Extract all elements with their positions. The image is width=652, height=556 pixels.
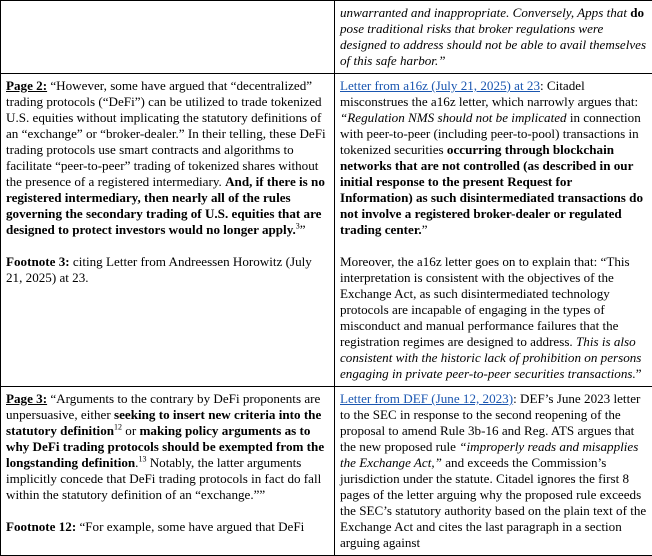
paragraph bbox=[6, 78, 329, 238]
text-run: : DEF’s June 2023 letter to the SEC in response to the second reopening of the proposal to amend Rule 3b-16 and Reg. ATS argues that the new proposed rule bbox=[340, 391, 640, 454]
paragraph bbox=[6, 519, 329, 535]
footnote-marker: 12 bbox=[114, 423, 122, 432]
paragraph bbox=[340, 391, 647, 551]
text-run: and exceeds the Commission’s jurisdiction under the statute. Citadel ignores the first 8 pages of the letter arguing why the proposed rule exceeds the SEC’s statutory authority based on the plain text of the Exchange Act and cites the last paragraph in a section arguing against bbox=[340, 455, 646, 550]
left-cell bbox=[1, 1, 335, 74]
text-run: : Citadel misconstrues the a16z letter, which narrowly argues that: bbox=[340, 78, 638, 109]
text-run: ” bbox=[636, 366, 642, 381]
table-row bbox=[1, 74, 652, 387]
text-run: . bbox=[135, 455, 138, 470]
paragraph bbox=[340, 5, 647, 69]
page-label: Page 3: bbox=[6, 391, 47, 406]
text-run: unwarranted and inappropriate. Conversely, Apps that bbox=[340, 5, 630, 20]
text-run: And, if there is no registered intermediary, then nearly all of the rules governing the secondary trading of U.S. equities that are designed to protect investors would no longer apply. bbox=[6, 174, 325, 237]
text-run: Footnote 3: bbox=[6, 254, 70, 269]
text-run: “improperly reads and misapplies the Exchange Act,” bbox=[340, 439, 638, 470]
paragraph bbox=[6, 254, 329, 286]
text-run: seeking to insert new criteria into the statutory definition bbox=[6, 407, 321, 438]
text-run: ” bbox=[300, 222, 306, 237]
letter-link[interactable]: Letter from a16z (July 21, 2025) at 23 bbox=[340, 78, 540, 93]
paragraph bbox=[340, 254, 647, 382]
letter-link[interactable]: Letter from DEF (June 12, 2023) bbox=[340, 391, 513, 406]
text-run: Notably, the latter arguments implicitly concede that DeFi trading protocols in fact do fall within the statutory definition of an “exchange.”” bbox=[6, 455, 321, 502]
text-run: in connection with peer-to-peer (including peer-to-pool) transactions in tokenized securities bbox=[340, 110, 641, 157]
text-run: making policy arguments as to why DeFi trading protocols should be exempted from the longstanding definition bbox=[6, 423, 324, 470]
text-run: Footnote 12: bbox=[6, 519, 76, 534]
text-run: citing Letter from Andreessen Horowitz (July 21, 2025) at 23. bbox=[6, 254, 312, 285]
paragraph bbox=[6, 391, 329, 503]
text-run: pose traditional risks that broker regulations were designed to address should not be able to avail themselves of this safe harbor.” bbox=[340, 21, 646, 68]
text-run: This is also consistent with the historic lack of prohibition on persons engaging in private peer-to-peer securities transactions. bbox=[340, 334, 641, 381]
text-run: ” bbox=[422, 222, 428, 237]
table-row bbox=[1, 387, 652, 556]
text-run: “Regulation NMS should not be implicated bbox=[340, 110, 567, 125]
left-cell bbox=[1, 74, 335, 387]
table-row bbox=[1, 1, 652, 74]
page-label: Page 2: bbox=[6, 78, 47, 93]
right-cell bbox=[335, 1, 652, 74]
text-run: “For example, some have argued that DeFi bbox=[76, 519, 304, 534]
right-cell bbox=[335, 387, 652, 556]
text-run: occurring through blockchain networks that are not controlled (as described in our initial response to the present Request for Information) as such disintermediated transactions do not involve a registered broker-dealer or regulated trading center. bbox=[340, 142, 643, 237]
text-run: or bbox=[122, 423, 139, 438]
text-run: Moreover, the a16z letter goes on to explain that: “This interpretation is consistent with the objectives of the Exchange Act, as such disintermediated technology protocols are incapable of engaging in the types of misconduct and manual performance failures that the registration regimes are designed to address. bbox=[340, 254, 630, 349]
left-cell bbox=[1, 387, 335, 556]
text-run: “Arguments to the contrary by DeFi proponents are unpersuasive, either bbox=[6, 391, 320, 422]
footnote-marker: 3 bbox=[296, 222, 300, 231]
text-run: do bbox=[630, 5, 644, 20]
text-run: “However, some have argued that “decentralized” trading protocols (“DeFi”) can be utilized to trade tokenized U.S. equities without implicating the statutory definitions of an “exchange” or “broker-dealer.” In their telling, these DeFi trading protocols use smart contracts and algorithms to facilitate “peer-to-peer” trading of tokenized shares without the presence of a registered intermediary. bbox=[6, 78, 326, 189]
footnote-marker: 13 bbox=[138, 455, 146, 464]
paragraph bbox=[340, 78, 647, 238]
right-cell bbox=[335, 74, 652, 387]
